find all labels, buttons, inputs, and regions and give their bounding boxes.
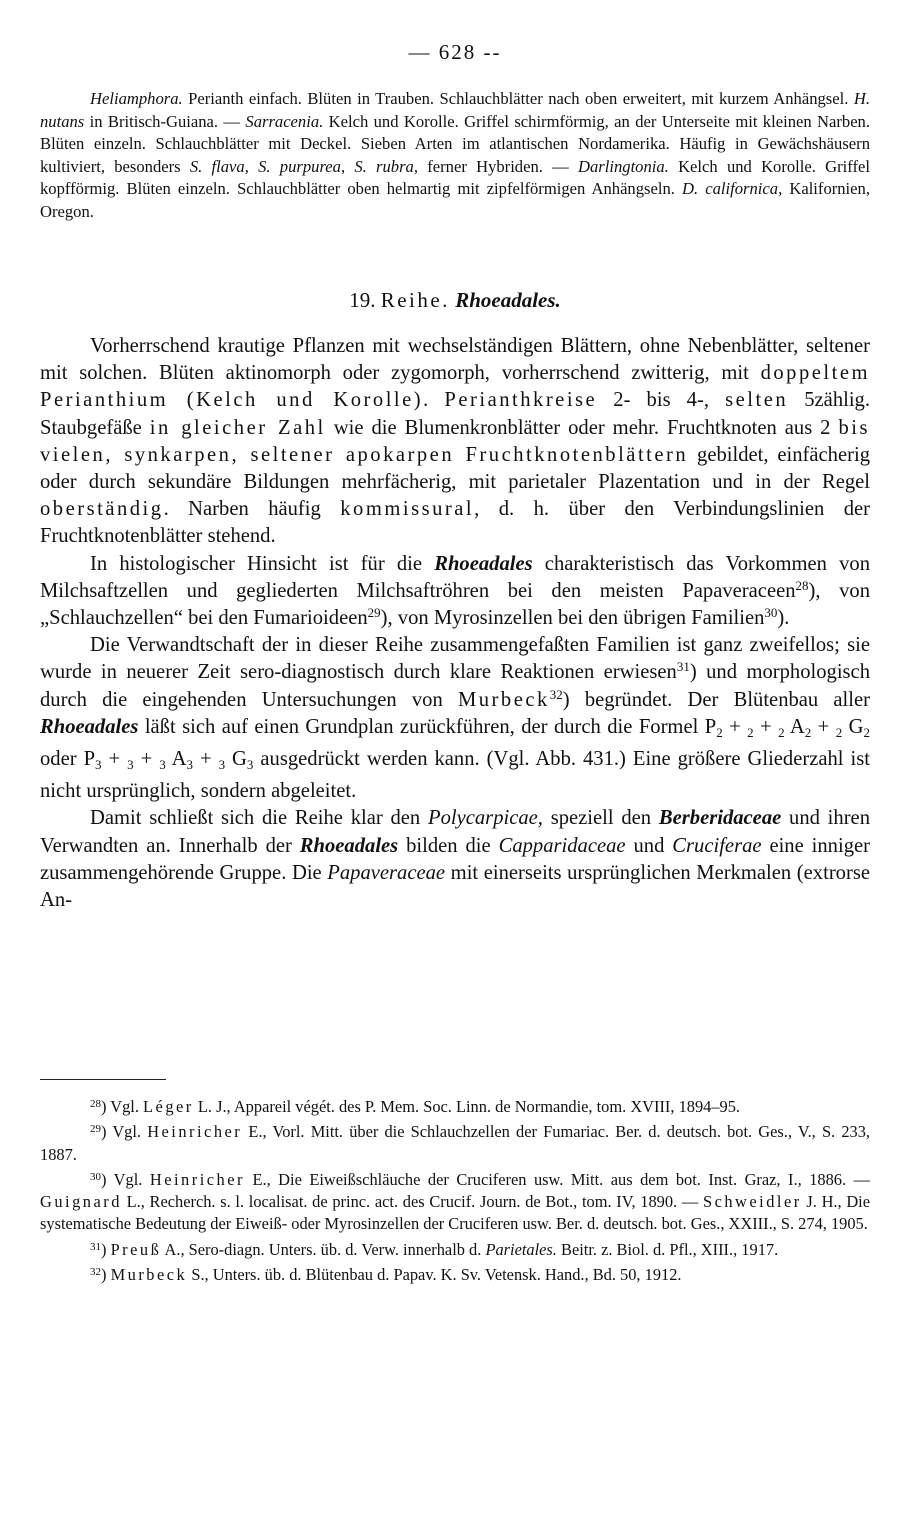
text-run: E., Vorl. Mitt. über die Schlauchzellen der Fumariac. Ber. d. deutsch. bot. Ges., V., S. 233, 1887. [40,1122,870,1164]
text-run: und ihren Verwandten an. Innerhalb der [40,807,870,857]
text-run: 2 [778,724,785,740]
text-run: A [784,715,805,738]
section-number: 19. [349,288,376,312]
footnote-text [101,1097,740,1116]
text-run: bilden die [398,834,499,857]
text-run: + [753,715,779,738]
text-run: Berberidaceae [658,807,782,830]
text-run: selten [725,389,789,412]
text-run: 3 [218,757,226,773]
footnote [40,1166,870,1236]
text-run: ferner Hybriden. — [418,156,579,176]
text-run: 30 [764,605,778,621]
text-run: Papaveraceae [327,861,446,884]
footnotes [40,1093,870,1286]
text-run: + [811,715,836,738]
main-text [40,333,870,914]
footnote-text [40,1122,870,1163]
text-run: Rhoeadales [40,715,139,738]
text-run: 2 [747,724,754,740]
text-run: J. H., Die systematische Bedeutung der Eiweiß- oder Myrosinzellen der Cruciferen usw. Ber. d. deutsch. bot. Ges., XXIII., S. 274, 1905. [40,1192,871,1234]
text-run: ) [101,1239,111,1259]
text-run: ) und morphologisch durch die eingehenden Untersuchungen von [40,661,870,711]
text-run: Damit schließt sich die Reihe klar den [90,807,428,830]
text-run: Cruciferae [672,834,762,857]
text-run: G [842,715,864,738]
footnote [40,1236,870,1261]
text-run: Guignard [40,1192,122,1212]
text-run: Parietales. [485,1239,557,1259]
text-run: Kalifornien, Oregon. [40,179,870,221]
text-run: , d. h. über den Verbindungslinien der Fruchtknotenblätter stehend. [40,498,871,548]
text-run: 3 [246,757,254,773]
text-run: 2 [863,724,870,740]
text-run: speziell den [542,807,659,830]
text-run: mit einerseits ursprünglichen Merkmalen (extrorse An- [40,861,870,912]
text-run: Heinricher [147,1122,243,1142]
footnote [40,1093,870,1118]
text-run: 28 [795,577,809,593]
text-run: Vorherrschend krautige Pflanzen mit wechselständigen Blättern, ohne Nebenblätter, seltener mit solchen. Blüten aktinomorph oder zygomorph, vorherrschend zwitterig, mit [40,335,870,385]
text-run: E., Die Eiweißschläuche der Cruciferen usw. Mitt. aus dem bot. Inst. Graz, I., 1886. — [244,1169,870,1189]
text-run: ) begründet. Der Blütenbau aller [562,688,870,711]
footnote-mark: 30 [90,1170,101,1183]
footnote [40,1118,870,1166]
text-run: Perianth einfach. Blüten in Trauben. Schlauchblätter nach oben erweitert, mit kurzem Anhängsel. [182,89,854,108]
text-run: H. nutans [40,89,870,131]
text-run: gebildet, einfächerig oder durch sekundäre Bildungen mehrfächerig, mit parietaler Plazentation und in der Regel [40,443,870,494]
text-run: 3 [95,757,102,773]
text-run: 3 [127,757,134,773]
text-run: charakteristisch das Vorkommen von Milchsaftzellen und gegliederten Milchsaftröhren bei den meisten Papaveraceen [40,552,870,602]
footnote [40,1261,870,1286]
text-run: Beitr. z. Biol. d. Pfl., XIII., 1917. [556,1239,779,1259]
text-run: wie die Blumenkronblätter oder mehr. Fruchtknoten aus 2 [325,416,839,439]
text-run: ), von „Schlauchzellen“ bei den Fumarioideen [40,579,870,630]
footnote-text [40,1170,870,1234]
text-run: Léger [143,1097,194,1116]
text-run: L., Recherch. s. l. localisat. de princ. act. des Crucif. Journ. de Bot., tom. IV, 1890. — [121,1192,703,1212]
text-run: doppeltem Perianthium (Kelch und Korolle) [40,362,870,412]
section-title: Rhoeadales. [455,288,561,312]
text-run: D. californica, [682,179,783,199]
text-run: G [225,748,247,771]
text-run: 3 [186,757,193,773]
text-run: + [722,715,748,738]
text-run: In histologischer Hinsicht ist für die [90,552,435,575]
footnote-mark: 31 [90,1240,101,1253]
text-run: kommissural [340,498,475,521]
text-run: oberständig [40,498,164,521]
text-run: Murbeck [110,1265,188,1285]
text-run: ), von Myrosinzellen bei den übrigen Familien [380,607,765,630]
text-run: bis vielen, synkarpen, seltener apokarpen Fruchtknotenblättern [40,416,870,466]
body-paragraph [40,805,870,914]
text-run: . Narben häufig [163,498,341,521]
body-paragraph [40,632,870,805]
text-run: S., Unters. üb. d. Blütenbau d. Papav. K. Sv. Vetensk. Hand., Bd. 50, 1912. [187,1265,682,1285]
text-run: Rhoeadales [299,834,399,857]
text-run: 31 [676,659,690,675]
text-run: Rhoeadales [434,552,533,575]
text-run: 3 [159,757,166,773]
genus-paragraph [40,88,870,224]
text-run: in Britisch-Guiana. — [84,111,246,131]
text-run: L. J., Appareil végét. des P. Mem. Soc. Linn. de Normandie, tom. XVIII, 1894–95. [193,1097,741,1116]
text-run: 2 [716,724,723,740]
text-run: Murbeck [457,688,550,711]
text-run: Sarracenia. [245,111,324,131]
text-run: Perianthkreise [444,389,598,412]
text-run: ) Vgl. [101,1169,150,1189]
body-paragraph [40,551,870,633]
page-number: — 628 -- [408,40,502,64]
text-run: läßt sich auf einen Grundplan zurückführen, der durch die Formel P [138,715,717,738]
text-run: oder P [40,748,96,771]
text-run: ). [777,607,790,630]
text-run: + [101,748,128,771]
footnote-mark: 32 [90,1266,101,1279]
text-run: Kelch und Korolle. Griffel schirmförmig, an der Unterseite mit kleinen Narben. Blüten einzeln. Schlauchblätter mit Deckel. Sieben Arten im atlantischen Nordamerika. Häufig in Gewächshäusern kultiviert, besonders [40,111,871,176]
text-run: Capparidaceae [498,834,626,857]
text-run: 5zählig. Staubgefäße [40,389,871,439]
text-run: S. flava, S. purpurea, S. rubra, [189,156,418,176]
body-paragraph [40,333,870,551]
text-run: Heinricher [149,1169,245,1189]
text-run: Schweidler [702,1192,802,1212]
text-run: A., Sero-diagn. Unters. üb. d. Verw. innerhalb d. [161,1239,486,1259]
text-run: Polycarpicae, [428,807,543,830]
footnote-mark: 29 [90,1123,101,1136]
text-run: und [625,834,673,857]
section-label: Reihe. [380,288,450,312]
text-run: 29 [367,605,381,621]
text-run: Darlingtonia. [578,156,669,176]
text-run: 2 [835,724,843,740]
text-run: ausgedrückt werden kann. (Vgl. Abb. 431.) Eine größere Gliederzahl ist nicht ursprünglich, sondern abgeleitet. [40,748,870,803]
text-run: Die Verwandtschaft der in dieser Reihe zusammengefaßten Familien ist ganz zweifellos; sie wurde in neuerer Zeit sero-diagnostisch durch klare Reaktionen erwiesen [40,634,870,684]
text-run: . [423,389,445,412]
text-run: 2 [804,724,812,740]
text-run: ) [101,1265,111,1285]
text-run: eine inniger zusammengehörende Gruppe. Die [40,834,870,884]
text-run: A [165,748,187,771]
text-run: Preuß [110,1239,162,1259]
footnote-text [101,1265,682,1284]
genus-descriptions [40,88,870,224]
text-run: + [192,748,219,771]
text-run: 2- bis 4-, [597,389,726,412]
footnote-mark: 28 [90,1098,101,1110]
text-run: + [133,748,160,771]
footnote-text [101,1240,778,1259]
text-run: Kelch und Korolle. Griffel kopfförmig. Blüten einzeln. Schlauchblätter oben helmartig mit zipfelförmigen Anhängseln. [40,156,871,199]
text-run: ) Vgl. [101,1097,144,1116]
footnote-divider [40,1079,166,1080]
section-heading [0,286,910,314]
text-run: Heliamphora. [90,89,183,108]
text-run: 32 [549,686,563,702]
text-run: in gleicher Zahl [149,416,326,439]
text-run: ) Vgl. [101,1122,148,1142]
